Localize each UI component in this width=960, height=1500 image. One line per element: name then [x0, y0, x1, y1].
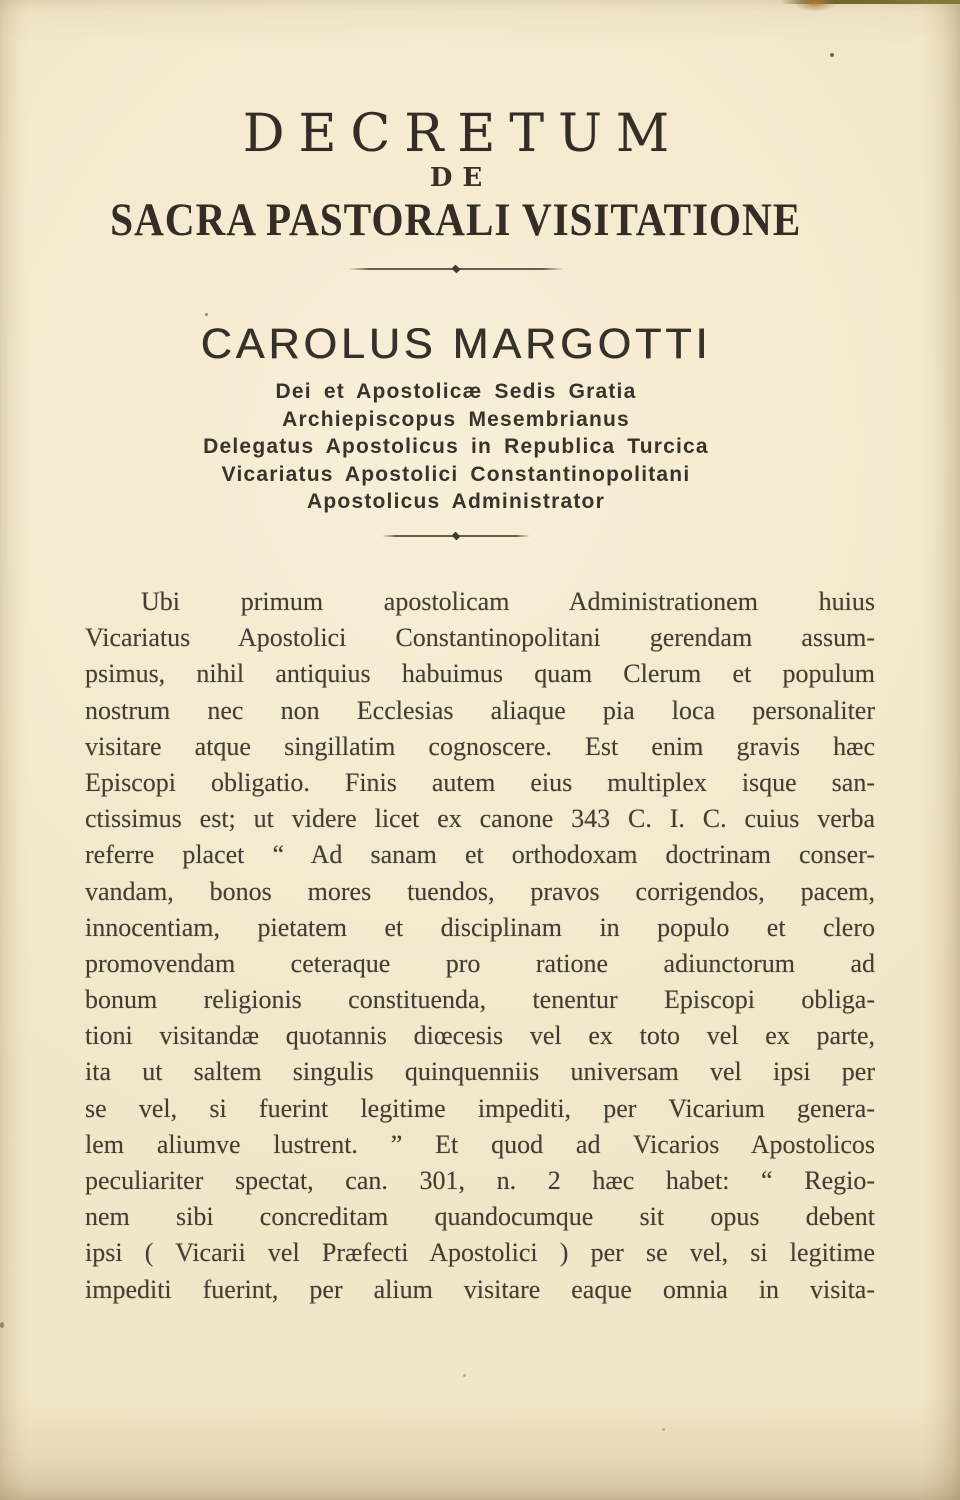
body-line: Vicariatus Apostolici Constantinopolitani gerendam assum- [85, 623, 875, 653]
body-line: ipsi ( Vicarii vel Præfecti Apostolici ) per se vel, si legitime [85, 1238, 875, 1268]
ornamental-divider [348, 268, 564, 270]
paper-speck [205, 313, 208, 316]
paper-speck [662, 1428, 665, 1431]
body-line: se vel, si fuerint legitime impediti, per Vicarium genera- [85, 1093, 875, 1123]
body-line: peculiariter spectat, can. 301, n. 2 hæc habet: “ Regio- [85, 1166, 875, 1195]
author-title-line: Delegatus Apostolicus in Republica Turcica [203, 435, 709, 458]
ornamental-divider [382, 535, 530, 537]
body-line: visitare atque singillatim cognoscere. Est enim gravis hæc [85, 731, 875, 761]
body-line: promovendam ceteraque pro ratione adiunctorum ad [85, 948, 875, 978]
document-subject-title [0, 193, 912, 247]
author-title-line: Dei et Apostolicæ Sedis Gratia [275, 380, 637, 403]
paper-stain [794, 0, 836, 12]
body-line: nostrum nec non Ecclesias aliaque pia loca personaliter [85, 695, 875, 725]
author-title-line: Archiepiscopus Mesembrianus [282, 407, 630, 431]
paper-speck [463, 1374, 466, 1377]
body-line: lem aliumve lustrent. ” Et quod ad Vicarios Apostolicos [85, 1129, 875, 1159]
body-line: vandam, bonos mores tuendos, pravos corrigendos, pacem, [85, 876, 875, 906]
document-title: DECRETUM [242, 104, 684, 164]
author-title-line: Apostolicus Administrator [307, 490, 605, 513]
body-line: tioni visitandæ quotannis diœcesis vel ex toto vel ex parte, [85, 1021, 875, 1051]
body-line: impediti fuerint, per alium visitare eaque omnia in visita- [85, 1274, 875, 1304]
body-paragraph [85, 584, 875, 1308]
author-name: CAROLUS MARGOTTI [200, 320, 712, 368]
body-line: ctissimus est; ut videre licet ex canone 343 C. I. C. cuius verba [85, 804, 875, 834]
document-subject-title-text: SACRA PASTORALI VISITATIONE [110, 194, 802, 246]
paper-speck [830, 53, 834, 57]
document-title-particle: DE [429, 163, 493, 193]
paper-speck [0, 1322, 4, 1328]
author-titles-block [0, 378, 912, 516]
body-line: Episcopi obligatio. Finis autem eius multiplex isque san- [85, 767, 875, 797]
body-line: referre placet “ Ad sanam et orthodoxam doctrinam conser- [85, 840, 875, 870]
body-line: bonum religionis constituenda, tenentur Episcopi obliga- [85, 985, 875, 1015]
body-line: ita ut saltem singulis quinquenniis universam vel ipsi per [85, 1057, 875, 1087]
body-line: nem sibi concreditam quandocumque sit opus debent [85, 1202, 875, 1232]
body-line: innocentiam, pietatem et disciplinam in populo et clero [85, 912, 875, 942]
author-title-line: Vicariatus Apostolici Constantinopolitani [221, 462, 691, 486]
body-line: psimus, nihil antiquius habuimus quam Clerum et populum [85, 659, 875, 689]
body-line: Ubi primum apostolicam Administrationem huius [141, 587, 875, 616]
